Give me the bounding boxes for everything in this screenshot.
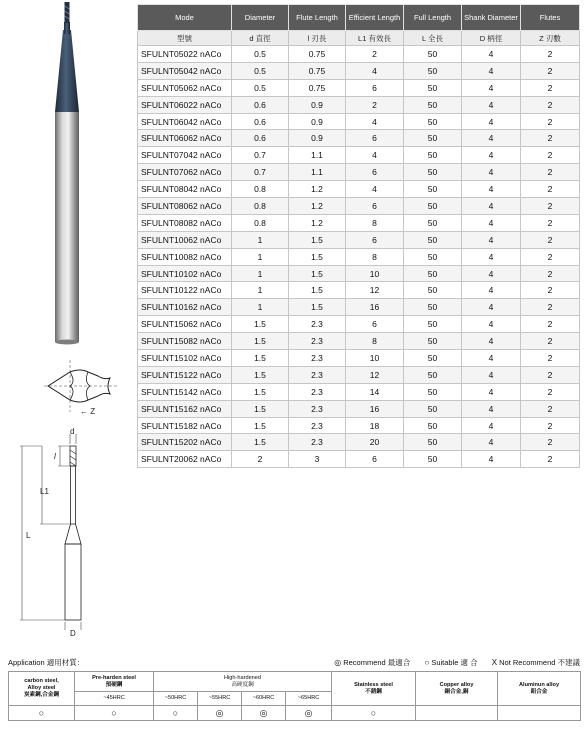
cell-diameter: 1 xyxy=(232,231,289,248)
table-row xyxy=(138,96,580,113)
material-stainless-steel: Stainless steel 不銹鋼 xyxy=(332,672,416,706)
cell-mode: SFULNT06062 nACo xyxy=(138,130,232,147)
cell-shank-diameter: 4 xyxy=(462,282,521,299)
rating-55hrc: ◎ xyxy=(198,706,242,721)
cell-flutes: 2 xyxy=(521,198,580,215)
cell-efficient-length: 6 xyxy=(346,198,404,215)
d-label: d xyxy=(70,427,75,436)
cell-shank-diameter: 4 xyxy=(462,383,521,400)
cell-flutes: 2 xyxy=(521,164,580,181)
cell-full-length: 50 xyxy=(404,299,462,316)
cell-flute-length: 0.9 xyxy=(289,113,346,130)
table-row xyxy=(138,113,580,130)
cell-diameter: 1.5 xyxy=(232,366,289,383)
cell-flute-length: 1.2 xyxy=(289,198,346,215)
flute-cross-section xyxy=(40,352,120,422)
cell-diameter: 1 xyxy=(232,282,289,299)
cell-flute-length: 1.1 xyxy=(289,164,346,181)
material-carbon-steel: carbon steel, Alloy steel 炭素鋼,合金鋼 xyxy=(9,672,75,706)
cell-flutes: 2 xyxy=(521,434,580,451)
cell-mode: SFULNT08062 nACo xyxy=(138,198,232,215)
cell-efficient-length: 6 xyxy=(346,164,404,181)
cell-flutes: 2 xyxy=(521,265,580,282)
cell-efficient-length: 18 xyxy=(346,417,404,434)
cell-full-length: 50 xyxy=(404,434,462,451)
cell-diameter: 1 xyxy=(232,248,289,265)
application-header xyxy=(8,657,580,669)
cell-flute-length: 2.3 xyxy=(289,333,346,350)
cell-efficient-length: 20 xyxy=(346,434,404,451)
cell-flute-length: 0.9 xyxy=(289,96,346,113)
application-table xyxy=(8,671,581,721)
cell-full-length: 50 xyxy=(404,366,462,383)
cell-efficient-length: 12 xyxy=(346,366,404,383)
cell-flute-length: 0.75 xyxy=(289,46,346,63)
cell-full-length: 50 xyxy=(404,417,462,434)
cell-mode: SFULNT15062 nACo xyxy=(138,316,232,333)
cell-full-length: 50 xyxy=(404,333,462,350)
cell-flute-length: 1.5 xyxy=(289,282,346,299)
cell-shank-diameter: 4 xyxy=(462,164,521,181)
cell-efficient-length: 2 xyxy=(346,46,404,63)
cell-full-length: 50 xyxy=(404,96,462,113)
cell-shank-diameter: 4 xyxy=(462,333,521,350)
rating-copper xyxy=(416,706,498,721)
table-row xyxy=(138,282,580,299)
table-row xyxy=(138,46,580,63)
cell-shank-diameter: 4 xyxy=(462,79,521,96)
cell-shank-diameter: 4 xyxy=(462,434,521,451)
cell-efficient-length: 6 xyxy=(346,130,404,147)
cell-full-length: 50 xyxy=(404,214,462,231)
cell-mode: SFULNT05042 nACo xyxy=(138,62,232,79)
cell-flutes: 2 xyxy=(521,451,580,468)
cell-diameter: 0.8 xyxy=(232,214,289,231)
cell-flutes: 2 xyxy=(521,350,580,367)
hardness-60hrc: ~60HRC xyxy=(242,692,286,706)
cell-mode: SFULNT10122 nACo xyxy=(138,282,232,299)
cell-mode: SFULNT06022 nACo xyxy=(138,96,232,113)
cell-flutes: 2 xyxy=(521,366,580,383)
rating-60hrc: ◎ xyxy=(242,706,286,721)
cell-flutes: 2 xyxy=(521,282,580,299)
cell-mode: SFULNT20062 nACo xyxy=(138,451,232,468)
cell-flute-length: 2.3 xyxy=(289,366,346,383)
col-header-mode: Mode xyxy=(138,5,232,31)
cell-shank-diameter: 4 xyxy=(462,400,521,417)
cell-diameter: 1.5 xyxy=(232,383,289,400)
table-row xyxy=(138,350,580,367)
cell-flutes: 2 xyxy=(521,214,580,231)
cell-efficient-length: 4 xyxy=(346,113,404,130)
table-row xyxy=(138,333,580,350)
table-row xyxy=(138,231,580,248)
cell-efficient-length: 16 xyxy=(346,400,404,417)
rating-50hrc: ○ xyxy=(154,706,198,721)
cell-mode: SFULNT15142 nACo xyxy=(138,383,232,400)
cell-flutes: 2 xyxy=(521,147,580,164)
cell-efficient-length: 6 xyxy=(346,316,404,333)
cell-diameter: 0.6 xyxy=(232,96,289,113)
cell-flute-length: 0.75 xyxy=(289,79,346,96)
cell-flute-length: 0.9 xyxy=(289,130,346,147)
cell-full-length: 50 xyxy=(404,400,462,417)
table-row xyxy=(138,198,580,215)
table-row xyxy=(138,265,580,282)
cell-shank-diameter: 4 xyxy=(462,181,521,198)
cell-flutes: 2 xyxy=(521,299,580,316)
application-rating-row xyxy=(9,706,581,721)
material-copper-alloy: Copper alloy 銅合金,銅 xyxy=(416,672,498,706)
cell-flutes: 2 xyxy=(521,333,580,350)
cell-diameter: 0.5 xyxy=(232,79,289,96)
l1-label: L1 xyxy=(40,487,49,496)
legend-recommend: Recommend 最適合 xyxy=(343,658,411,667)
cell-full-length: 50 xyxy=(404,248,462,265)
col-subheader-full-length: L 全長 xyxy=(404,31,462,46)
table-row xyxy=(138,130,580,147)
hardness-65hrc: ~65HRC xyxy=(286,692,332,706)
rating-preharden: ○ xyxy=(75,706,154,721)
cell-flutes: 2 xyxy=(521,130,580,147)
cell-efficient-length: 2 xyxy=(346,96,404,113)
table-row xyxy=(138,434,580,451)
cell-mode: SFULNT15122 nACo xyxy=(138,366,232,383)
col-subheader-shank-diameter: D 柄徑 xyxy=(462,31,521,46)
cell-mode: SFULNT07062 nACo xyxy=(138,164,232,181)
cell-full-length: 50 xyxy=(404,282,462,299)
cell-flutes: 2 xyxy=(521,96,580,113)
cell-flutes: 2 xyxy=(521,181,580,198)
cell-efficient-length: 4 xyxy=(346,181,404,198)
material-aluminum-alloy: Aluminun alloy 鋁合金 xyxy=(498,672,581,706)
application-title: Application 適用材質： xyxy=(8,658,85,667)
spec-subheader-row xyxy=(138,31,580,46)
cell-shank-diameter: 4 xyxy=(462,417,521,434)
table-row xyxy=(138,366,580,383)
cell-efficient-length: 4 xyxy=(346,147,404,164)
cell-mode: SFULNT10082 nACo xyxy=(138,248,232,265)
cell-diameter: 0.6 xyxy=(232,130,289,147)
cell-diameter: 0.8 xyxy=(232,198,289,215)
cell-diameter: 1.5 xyxy=(232,333,289,350)
table-row xyxy=(138,62,580,79)
cell-mode: SFULNT07042 nACo xyxy=(138,147,232,164)
cell-mode: SFULNT10162 nACo xyxy=(138,299,232,316)
hardness-55hrc: ~55HRC xyxy=(198,692,242,706)
cell-shank-diameter: 4 xyxy=(462,248,521,265)
cell-full-length: 50 xyxy=(404,62,462,79)
cell-full-length: 50 xyxy=(404,46,462,63)
cell-efficient-length: 8 xyxy=(346,248,404,265)
cell-full-length: 50 xyxy=(404,383,462,400)
col-subheader-flute-length: l 刃長 xyxy=(289,31,346,46)
spec-table-body xyxy=(138,46,580,468)
cell-full-length: 50 xyxy=(404,147,462,164)
cell-shank-diameter: 4 xyxy=(462,350,521,367)
cell-shank-diameter: 4 xyxy=(462,46,521,63)
cell-efficient-length: 6 xyxy=(346,79,404,96)
cell-diameter: 0.5 xyxy=(232,62,289,79)
cell-shank-diameter: 4 xyxy=(462,214,521,231)
cell-flute-length: 3 xyxy=(289,451,346,468)
cell-mode: SFULNT15102 nACo xyxy=(138,350,232,367)
table-row xyxy=(138,451,580,468)
l-label: l xyxy=(54,452,56,461)
material-high-hardened: High-hardened 高硬度鋼 xyxy=(154,672,332,692)
cell-flutes: 2 xyxy=(521,417,580,434)
spec-header-row xyxy=(138,5,580,31)
cell-mode: SFULNT15182 nACo xyxy=(138,417,232,434)
col-subheader-efficient-length: L1 有效長 xyxy=(346,31,404,46)
cell-diameter: 1.5 xyxy=(232,434,289,451)
hardness-45hrc: ~45HRC xyxy=(75,692,154,706)
col-header-full-length: Full Length xyxy=(404,5,462,31)
cell-full-length: 50 xyxy=(404,451,462,468)
cell-flute-length: 1.5 xyxy=(289,299,346,316)
cell-shank-diameter: 4 xyxy=(462,96,521,113)
cell-flute-length: 1.2 xyxy=(289,181,346,198)
cell-efficient-length: 4 xyxy=(346,62,404,79)
cell-efficient-length: 6 xyxy=(346,451,404,468)
col-header-flute-length: Flute Length xyxy=(289,5,346,31)
table-row xyxy=(138,400,580,417)
cell-mode: SFULNT08042 nACo xyxy=(138,181,232,198)
cell-full-length: 50 xyxy=(404,181,462,198)
col-subheader-diameter: d 直徑 xyxy=(232,31,289,46)
rating-stainless: ○ xyxy=(332,706,416,721)
cell-efficient-length: 10 xyxy=(346,265,404,282)
legend-not-recommend: Not Recommend 不建議 xyxy=(499,658,580,667)
legend-suitable: Suitable 適 合 xyxy=(431,658,478,667)
cell-full-length: 50 xyxy=(404,130,462,147)
cell-mode: SFULNT08082 nACo xyxy=(138,214,232,231)
cell-efficient-length: 12 xyxy=(346,282,404,299)
suitable-symbol: ○ xyxy=(424,658,430,667)
cell-flute-length: 2.3 xyxy=(289,417,346,434)
cell-flutes: 2 xyxy=(521,79,580,96)
cell-flute-length: 1.5 xyxy=(289,231,346,248)
cell-full-length: 50 xyxy=(404,113,462,130)
cell-flute-length: 1.1 xyxy=(289,147,346,164)
cell-flutes: 2 xyxy=(521,248,580,265)
z-label: ← Z xyxy=(80,407,96,416)
cell-efficient-length: 8 xyxy=(346,333,404,350)
table-row xyxy=(138,164,580,181)
rating-carbon: ○ xyxy=(9,706,75,721)
col-header-diameter: Diameter xyxy=(232,5,289,31)
cell-flutes: 2 xyxy=(521,400,580,417)
cell-full-length: 50 xyxy=(404,164,462,181)
cell-flute-length: 1.5 xyxy=(289,248,346,265)
cell-flute-length: 2.3 xyxy=(289,316,346,333)
cell-flutes: 2 xyxy=(521,46,580,63)
table-row xyxy=(138,316,580,333)
cell-diameter: 1.5 xyxy=(232,350,289,367)
cell-full-length: 50 xyxy=(404,350,462,367)
cell-diameter: 1 xyxy=(232,299,289,316)
table-row xyxy=(138,248,580,265)
cell-efficient-length: 10 xyxy=(346,350,404,367)
cell-shank-diameter: 4 xyxy=(462,198,521,215)
cell-flutes: 2 xyxy=(521,231,580,248)
cell-diameter: 0.5 xyxy=(232,46,289,63)
col-header-flutes: Flutes xyxy=(521,5,580,31)
cell-efficient-length: 16 xyxy=(346,299,404,316)
cell-shank-diameter: 4 xyxy=(462,451,521,468)
application-header-row xyxy=(9,672,581,692)
cell-flutes: 2 xyxy=(521,62,580,79)
cell-mode: SFULNT15082 nACo xyxy=(138,333,232,350)
col-subheader-mode: 型號 xyxy=(138,31,232,46)
cell-diameter: 0.7 xyxy=(232,147,289,164)
cell-diameter: 0.8 xyxy=(232,181,289,198)
table-row xyxy=(138,383,580,400)
L-label: L xyxy=(26,531,31,540)
cell-full-length: 50 xyxy=(404,79,462,96)
cell-mode: SFULNT06042 nACo xyxy=(138,113,232,130)
D-label: D xyxy=(70,629,76,636)
cell-shank-diameter: 4 xyxy=(462,231,521,248)
cell-shank-diameter: 4 xyxy=(462,299,521,316)
cell-efficient-length: 6 xyxy=(346,231,404,248)
not-recommend-symbol: X xyxy=(491,658,498,667)
cell-mode: SFULNT05022 nACo xyxy=(138,46,232,63)
col-subheader-flutes: Z 刃數 xyxy=(521,31,580,46)
table-row xyxy=(138,79,580,96)
dimension-drawing xyxy=(8,426,120,636)
material-preharden-steel: Pre-harden steel 預硬鋼 xyxy=(75,672,154,692)
cell-shank-diameter: 4 xyxy=(462,113,521,130)
table-row xyxy=(138,214,580,231)
col-header-efficient-length: Efficient Length xyxy=(346,5,404,31)
cell-flutes: 2 xyxy=(521,316,580,333)
cell-flute-length: 2.3 xyxy=(289,400,346,417)
table-row xyxy=(138,181,580,198)
cell-full-length: 50 xyxy=(404,231,462,248)
cell-efficient-length: 14 xyxy=(346,383,404,400)
cell-mode: SFULNT05062 nACo xyxy=(138,79,232,96)
recommend-symbol: ◎ xyxy=(334,658,342,667)
cell-shank-diameter: 4 xyxy=(462,147,521,164)
cell-flute-length: 2.3 xyxy=(289,434,346,451)
cell-mode: SFULNT10062 nACo xyxy=(138,231,232,248)
cell-flute-length: 2.3 xyxy=(289,383,346,400)
cell-full-length: 50 xyxy=(404,316,462,333)
cell-shank-diameter: 4 xyxy=(462,62,521,79)
col-header-shank-diameter: Shank Diameter xyxy=(462,5,521,31)
cell-flute-length: 1.2 xyxy=(289,214,346,231)
cell-diameter: 1.5 xyxy=(232,316,289,333)
cell-diameter: 1 xyxy=(232,265,289,282)
cell-diameter: 0.6 xyxy=(232,113,289,130)
cell-full-length: 50 xyxy=(404,265,462,282)
end-mill-photo xyxy=(30,0,105,348)
rating-aluminum xyxy=(498,706,581,721)
hardness-50hrc: ~50HRC xyxy=(154,692,198,706)
cell-shank-diameter: 4 xyxy=(462,130,521,147)
rating-65hrc: ◎ xyxy=(286,706,332,721)
cell-diameter: 1.5 xyxy=(232,417,289,434)
cell-flutes: 2 xyxy=(521,383,580,400)
table-row xyxy=(138,299,580,316)
cell-diameter: 2 xyxy=(232,451,289,468)
cell-shank-diameter: 4 xyxy=(462,366,521,383)
cell-flute-length: 0.75 xyxy=(289,62,346,79)
spec-table xyxy=(137,4,580,468)
cell-mode: SFULNT15202 nACo xyxy=(138,434,232,451)
cell-mode: SFULNT15162 nACo xyxy=(138,400,232,417)
application-legend xyxy=(334,657,580,668)
cell-shank-diameter: 4 xyxy=(462,316,521,333)
cell-efficient-length: 8 xyxy=(346,214,404,231)
table-row xyxy=(138,417,580,434)
cell-diameter: 1.5 xyxy=(232,400,289,417)
cell-mode: SFULNT10102 nACo xyxy=(138,265,232,282)
cell-flute-length: 2.3 xyxy=(289,350,346,367)
cell-flute-length: 1.5 xyxy=(289,265,346,282)
table-row xyxy=(138,147,580,164)
cell-shank-diameter: 4 xyxy=(462,265,521,282)
cell-flutes: 2 xyxy=(521,113,580,130)
cell-diameter: 0.7 xyxy=(232,164,289,181)
cell-full-length: 50 xyxy=(404,198,462,215)
